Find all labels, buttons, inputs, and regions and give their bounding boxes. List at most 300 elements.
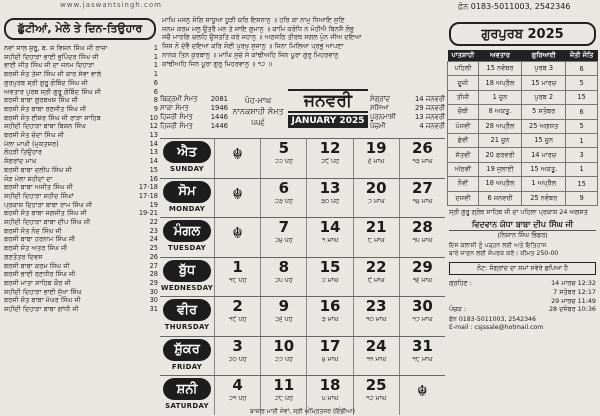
- desi-date: ੨੨ ਪੋਹ: [274, 158, 293, 165]
- day-name-punjabi: ਸੋਮ: [163, 181, 211, 203]
- khanda-icon: ☬: [417, 382, 428, 400]
- eclipse-list: [445, 277, 600, 315]
- event-date: 19: [149, 200, 158, 209]
- date-number: 6: [278, 178, 290, 197]
- date-cell: [214, 139, 260, 178]
- date-number: 5: [278, 139, 290, 157]
- month-name-english: JANUARY 2025: [288, 115, 368, 128]
- event-date: 1: [153, 52, 158, 61]
- event-title: ਨਵਾਂ ਸਾਲ ਸ਼ੁਰੂ, ਬ. ਸ਼ ਵਿਸ਼ਨ ਸਿੰਘ ਜੀ ਰਾਜ਼ਾ: [4, 44, 108, 52]
- gurpurab-cell: 1 ਅਪ੍ਰੈਲ: [522, 177, 566, 191]
- day-name-english: TUESDAY: [168, 244, 207, 252]
- gurpurab-cell: 15: [566, 177, 598, 191]
- event-item: [4, 227, 158, 236]
- gurpurab-cell: 21 ਜੂਨ: [478, 133, 522, 147]
- date-cell: [353, 337, 399, 376]
- gurpurab-cell: 15 ਅਕਤੂ.: [522, 162, 566, 176]
- event-title: ਬਰਸੀ ਸੰਤ ਨੰਦ ਸਿੰਘ ਜੀ: [4, 226, 62, 235]
- desi-date: ੧੩ ਮਾਘ: [412, 158, 433, 165]
- date-cell: [353, 218, 399, 257]
- event-title: ਬਰਸੀ ਮਾਤਾ ਸਾਹਿਬ ਕੌਰ ਜੀ: [4, 278, 71, 287]
- event-date: 14: [149, 157, 158, 166]
- date-cell: [399, 337, 445, 376]
- gurpurab-cell: 20 ਫਰਵਰੀ: [478, 148, 522, 162]
- lunar-name: ਸੰਗ੍ਰਾਂਦ: [370, 95, 390, 103]
- date-cell: [260, 297, 306, 336]
- gurpurab-title: ਗੁਰਪੁਰਬ 2025: [449, 22, 596, 46]
- verse-line: ਕਾਂਢੀਅਹਿ ਜਿਨ ਪੂਰਾ ਗੁਰੁ ਮਿਹਰਵਾਨੁ ॥ ੧੨ ॥: [162, 59, 272, 68]
- month-punjabi-block: [228, 95, 288, 128]
- gurpurab-cell: 5: [566, 119, 598, 133]
- gurpurab-table: [447, 50, 598, 206]
- lunar-name: ਪੂਰਨਮਾਸ਼ੀ: [370, 113, 396, 121]
- lunar-name: ਮੱਸਿਆ: [370, 104, 389, 112]
- verse-line: ਮਾਘਿ ਮਜਨੁ ਸੰਗਿ ਸਾਧੂਆ ਧੂੜੀ ਕਰਿ ਇਸਨਾਨੁ ॥ ਹਰਿ ਕਾ ਨਾਮੁ ਧਿਆਇ ਸੁਣਿ: [162, 16, 345, 24]
- event-item: [4, 96, 158, 105]
- samvat-year: 1446: [210, 122, 228, 130]
- desi-date: ੧੮ ਪੋਹ: [228, 276, 247, 284]
- gurpurab-cell: ਸੱਤਵੀਂ: [448, 148, 479, 162]
- gurpurab-cell: 25 ਨਵੰਬਰ: [522, 191, 566, 205]
- date-number: 9: [278, 297, 290, 315]
- event-date: 24: [149, 235, 158, 244]
- date-cell: [399, 179, 445, 218]
- gurpurab-cell: 9: [566, 191, 598, 205]
- eclipse-date: 14 ਮਾਰਚ 12:32: [551, 279, 596, 288]
- date-cell: [306, 297, 352, 336]
- event-date: 6: [153, 87, 158, 96]
- event-title: ਬਰਸੀ ਸੰਤ ਬਾਬਾ ਜਗਜੀਤ ਸਿੰਘ ਜੀ: [4, 209, 87, 218]
- event-date: 10: [149, 113, 158, 122]
- event-item: [4, 70, 158, 79]
- gurpurab-cell: 15 ਜੂਨ: [522, 133, 566, 147]
- verse-line: ਜਿਸ ਨੋ ਦੇਵੈ ਦਇਆ ਕਰਿ ਸੋਈ ਪੁਰਖੁ ਸੁਜਾਨੁ ॥ ਜਿਨਾ ਮਿਲਿਆ ਪ੍ਰਭੁ ਆਪਣਾ: [162, 42, 344, 51]
- desi-date: ੧੬ ਮਾਘ: [412, 276, 432, 284]
- date-number: 29: [411, 257, 433, 276]
- event-item: [4, 105, 158, 114]
- gurpurab-cell: 28 ਅਪ੍ਰੈਲ: [478, 119, 522, 133]
- event-title: ਭਾਈ ਜੀਤ ਸਿੰਘ ਜੀ ਦਾ ਜਨਮ ਦਿਹਾੜਾ: [4, 61, 95, 70]
- samvat-row: [160, 122, 228, 131]
- samvat-name: ਹਿਜਰੀ ਸੰਮਤ: [160, 122, 193, 130]
- event-item: [4, 79, 158, 88]
- date-number: 12: [319, 139, 341, 157]
- week-day-row: [160, 217, 445, 257]
- date-cell: [353, 179, 399, 218]
- event-title: ਸ਼ਹੀਦੀ ਦਿਹਾੜਾ ਸ਼ਹੀਦ ਸਿੰਘਾਂ: [4, 191, 74, 200]
- samvat-row: [160, 104, 228, 113]
- event-item: [4, 262, 158, 271]
- gurpurab-cell: ਪਹਿਲੀ: [448, 62, 479, 76]
- gurpurab-row: [448, 62, 598, 76]
- day-name-english: SATURDAY: [165, 402, 209, 410]
- samvat-name: ਬਿਕ੍ਰਮੀ ਸੰਮਤ: [160, 95, 198, 103]
- gurpurab-col-header: ਅਵਤਾਰ: [478, 50, 522, 62]
- desi-date: ੨੧ ਪੋਹ: [228, 395, 247, 402]
- date-cell: [260, 179, 306, 218]
- desi-date: ੨ ਮਾਘ: [321, 276, 339, 284]
- day-label: [160, 218, 214, 257]
- date-number: 30: [411, 297, 433, 315]
- date-number: 22: [365, 257, 387, 276]
- event-date: 15: [149, 165, 158, 174]
- gurpurab-cell: 6 ਜਨਵਰੀ: [478, 191, 522, 205]
- eclipse-date: 29 ਮਾਰਚ 11:49: [551, 296, 596, 305]
- gurpurab-cell: 15 ਨਵੰਬਰ: [478, 62, 522, 76]
- eclipse-row: [449, 305, 596, 314]
- gurpurab-cell: 14 ਮਾਰਚ: [522, 148, 566, 162]
- date-number: 15: [319, 257, 341, 276]
- event-title: ਬਰਸੀ ਬਾਬਾ ਗੁਰਬਖਸ਼ ਸਿੰਘ ਜੀ: [4, 96, 79, 105]
- gurpurab-cell: ਪੁਰਬ 2: [522, 90, 566, 104]
- event-item: [4, 192, 158, 201]
- gurpurab-row: [448, 105, 598, 119]
- desi-date: ੧੭ ਮਾਘ: [412, 316, 433, 323]
- event-title: ਬਰਸੀ ਸੰਤ ਚੰਦਾ ਸਿੰਘ ਜੀ: [4, 131, 64, 140]
- day-label: [160, 297, 214, 336]
- event-item: [4, 201, 158, 210]
- month-header: [160, 89, 445, 137]
- event-item: [4, 305, 158, 314]
- day-name-punjabi: ਵੀਰ: [163, 299, 211, 321]
- event-date: 31: [149, 305, 158, 314]
- gurpurab-row: [448, 133, 598, 147]
- desi-date: ੧੧ ਮਾਘ: [366, 355, 386, 363]
- date-cell: [260, 139, 306, 178]
- day-label: [160, 337, 214, 376]
- event-date: 12: [149, 122, 158, 131]
- desi-date: ੪ ਮਾਘ: [321, 355, 339, 363]
- day-name-english: MONDAY: [168, 204, 206, 213]
- event-item: [4, 279, 158, 288]
- gurpurab-cell: ਨੌਵੀਂ: [448, 177, 479, 191]
- day-name-english: WEDNESDAY: [160, 283, 214, 292]
- calendar-grid: [160, 138, 445, 415]
- event-title: ਪ੍ਰਕਾਸ਼ ਦਿਹਾੜਾ ਬਾਬਾ ਰਾਮ ਸਿੰਘ ਜੀ: [4, 200, 93, 209]
- desi-date: ੨੯ ਪੋਹ: [321, 158, 339, 165]
- gurpurab-row: [448, 162, 598, 176]
- date-number: 18: [319, 376, 341, 394]
- date-cell: [214, 218, 260, 257]
- event-date: 26: [149, 252, 158, 261]
- month-pair: ਪੋਹ-ਮਾਘ: [244, 96, 272, 105]
- book-line: ਇਸ ਕਲਾਸੀ ਨੂੰ ਪੜ੍ਹਨ ਲਈ ਅਤੇ ਇਤਿਹਾਸ: [449, 242, 547, 250]
- date-number: 23: [365, 297, 387, 315]
- gurpurab-cell: ਪੁਰਬ 3: [522, 62, 566, 76]
- gurpurab-row: [448, 177, 598, 191]
- date-cell: [399, 258, 445, 297]
- event-date: 25: [149, 244, 158, 253]
- event-date: 13: [149, 148, 158, 157]
- date-cell: [353, 139, 399, 178]
- date-number: 10: [273, 336, 295, 355]
- samvat-year: 2081: [210, 95, 228, 103]
- date-cell: [399, 218, 445, 257]
- day-name-punjabi: ਮੰਗਲ: [163, 220, 211, 242]
- desi-date: ੫ ਮਾਘ: [321, 395, 339, 402]
- samvat-row: [160, 95, 228, 104]
- month-title: [288, 89, 368, 128]
- date-cell: [399, 139, 445, 178]
- event-item: [4, 114, 158, 123]
- gurpurab-cell: ਅੱਠਵੀਂ: [448, 162, 479, 176]
- desi-date: ੨੮ ਪੋਹ: [274, 395, 293, 402]
- samvat-year: 1446: [210, 113, 228, 121]
- gurpurab-col-header: ਗੁਰਿਆਈ: [522, 50, 566, 62]
- desi-date: ੨੬ ਪੋਹ: [275, 316, 293, 323]
- samvat-name: ਸਾਕਾ ਸੰਮਤ: [160, 104, 189, 112]
- event-date: 17-18: [138, 183, 158, 192]
- desi-date: ੧੫ ਮਾਘ: [412, 237, 433, 244]
- event-date: 30: [149, 296, 158, 305]
- gurpurab-cell: 18 ਅਪ੍ਰੈਲ: [478, 76, 522, 90]
- event-item: [4, 131, 158, 140]
- desi-date: ੨੫ ਪੋਹ: [275, 276, 293, 284]
- khanda-icon: ☬: [232, 184, 243, 203]
- gurpurab-cell: ਚੌਥੀ: [448, 105, 479, 119]
- event-date: 1: [153, 61, 158, 70]
- event-item: [4, 157, 158, 166]
- lunar-row: [370, 113, 445, 122]
- lunar-date: 13 ਜਨਵਰੀ: [414, 113, 445, 121]
- event-date: 28: [149, 270, 158, 279]
- desi-date: ੭ ਮਾਘ: [367, 197, 385, 205]
- event-date: 22: [149, 218, 158, 227]
- date-cell: [306, 179, 352, 218]
- khanda-icon: ☬: [232, 145, 243, 163]
- date-cell: [306, 258, 352, 297]
- event-date: 1: [153, 44, 158, 52]
- eclipse-row: [449, 279, 596, 288]
- khanda-icon: ☬: [232, 224, 243, 242]
- date-number: 28: [411, 218, 433, 236]
- top-phone: ਫ਼ੋਨ 0183-5011003, 2542346: [458, 2, 571, 11]
- date-number: 25: [365, 376, 387, 394]
- day-name-punjabi: ਸ਼ਨੀ: [163, 378, 211, 400]
- event-item: [4, 44, 158, 53]
- week-day-row: [160, 178, 445, 218]
- contact-line: ਫੋਨ 0183-5011003, 2542346: [449, 315, 536, 323]
- event-title: ਬਰਸੀ ਬਾਬਾ ਕਰਮ ਸਿੰਘ ਜੀ: [4, 261, 70, 270]
- date-cell: [260, 218, 306, 257]
- date-number: 21: [365, 218, 387, 236]
- lunar-row: [370, 95, 445, 104]
- date-number: 13: [319, 178, 341, 197]
- book-title: ਵਿਦਵਾਨ ਯੋਧਾ ਬਾਬਾ ਦੀਪ ਸਿੰਘ ਜੀ: [449, 220, 596, 231]
- prakash-note: ਸ੍ਰੀ ਗੁਰੂ ਗ੍ਰੰਥ ਸਾਹਿਬ ਜੀ ਦਾ ਪਹਿਲਾ ਪ੍ਰਕਾਸ਼ 24 ਅਗਸਤ: [449, 207, 588, 216]
- event-date: 19-21: [138, 209, 158, 218]
- date-cell: [214, 297, 260, 336]
- gurpurab-cell: 18 ਅਪ੍ਰੈਲ: [478, 177, 522, 191]
- week-day-row: [160, 257, 445, 297]
- lunar-date: 29 ਜਨਵਰੀ: [414, 104, 445, 112]
- desi-date: ੧੪ ਮਾਘ: [412, 197, 433, 205]
- event-item: [4, 209, 158, 218]
- lunar-row: [370, 104, 445, 113]
- event-title: ਸ਼ਹੀਦੀ ਦਿਹਾੜਾ ਭਾਈ ਸੁੱਖਾ ਸਿੰਘ: [4, 287, 82, 296]
- book-line: ਬਾਰੇ ਜਾਣਨ ਲਈ ਸੰਪਰਕ ਕਰੋ। ਕੀਮਤ 250-00: [449, 250, 559, 258]
- gurpurab-col-header: ਪਾਤਸ਼ਾਹੀ: [448, 50, 479, 62]
- day-name-punjabi: ਐਤ: [163, 141, 211, 163]
- day-name-punjabi: ਸ਼ੁੱਕਰ: [163, 339, 211, 361]
- gurpurab-cell: 15: [566, 90, 598, 104]
- week-day-row: [160, 296, 445, 336]
- date-number: 2: [232, 297, 243, 315]
- event-item: [4, 253, 158, 262]
- gurpurab-cell: 19 ਜੁਲਾਈ: [478, 162, 522, 176]
- event-title: ਬਰਸੀ ਸੰਤ ਈਸ਼ਰ ਸਿੰਘ ਜੀ ਰਾੜਾ ਸਾਹਿਬ: [4, 113, 101, 122]
- gurpurab-cell: 3: [566, 148, 598, 162]
- event-title: ਸ਼ਹੀਦੀ ਦਿਹਾੜਾ ਭਾਈ ਭੁਪਿੰਦਰ ਸਿੰਘ ਜੀ: [4, 52, 99, 61]
- event-item: [4, 88, 158, 97]
- eclipse-date: 28 ਦਸੰਬਰ 10:36: [548, 305, 596, 314]
- event-item: [4, 53, 158, 62]
- holidays-column: [0, 12, 160, 416]
- desi-date: ੩ ਮਾਘ: [321, 316, 339, 323]
- event-item: [4, 288, 158, 297]
- date-number: 19: [365, 139, 387, 157]
- gurpurab-cell: ਤੀਜੀ: [448, 90, 479, 104]
- date-cell: [306, 337, 352, 376]
- week-day-row: [160, 336, 445, 376]
- date-number: 3: [232, 336, 243, 355]
- desi-date: ੧੯ ਪੋਹ: [228, 316, 247, 323]
- desi-date: ੨੪ ਪੋਹ: [275, 237, 293, 244]
- date-cell: [260, 258, 306, 297]
- desi-date: ੮ ਮਾਘ: [367, 237, 385, 244]
- lunar-dates: [370, 95, 445, 131]
- samvat-row: [160, 113, 228, 122]
- date-cell: [214, 258, 260, 297]
- event-title: ਅਵਤਾਰ ਪੁਰਬ ਸ੍ਰੀ ਗੁਰੂ ਗੋਬਿੰਦ ਸਿੰਘ ਜੀ: [4, 87, 102, 96]
- date-cell: [214, 337, 260, 376]
- day-name-english: SUNDAY: [170, 165, 205, 173]
- day-name-english: FRIDAY: [171, 362, 203, 371]
- barah-maha-verse: [160, 12, 445, 89]
- samvat-year: 1946: [210, 104, 228, 112]
- event-title: ਸ਼ਹੀਦੀ ਦਿਹਾੜਾ ਬਾਬਾ ਗਾਂਧੀ ਜੀ: [4, 305, 79, 314]
- event-title: ਲੋਹੜੀ ਤਿਉਹਾਰ: [4, 148, 43, 157]
- website-text: www.jaswantsingh.com: [60, 1, 162, 9]
- date-number: 26: [411, 139, 433, 157]
- eclipse-row: [449, 288, 596, 297]
- contact-info: [445, 316, 600, 332]
- event-item: [4, 244, 158, 253]
- nanakshahi-label: ਨਾਨਕਸ਼ਾਹੀ ਸੰਮਤ: [232, 107, 284, 116]
- desi-date: ੧੦ ਮਾਘ: [366, 316, 387, 323]
- event-item: [4, 166, 158, 175]
- date-number: 27: [411, 178, 433, 197]
- date-number: 14: [319, 218, 341, 236]
- date-cell: [306, 218, 352, 257]
- desi-date: ੧੨ ਮਾਘ: [366, 395, 387, 402]
- samvat-name: ਹਿਜਰੀ ਸੰਮਤ: [160, 113, 193, 121]
- event-title: ਬਰਸੀ ਸੰਤ ਬਾਬਾ ਮੱਘਰ ਸਿੰਘ ਜੀ: [4, 296, 81, 305]
- day-label: [160, 179, 214, 218]
- lunar-date: 4 ਜਨਵਰੀ: [419, 122, 445, 130]
- verse-line: ਜਨਮ ਕਰਮ ਮਲੁ ਉਤਰੈ ਮਨ ਤੇ ਜਾਇ ਗੁਮਾਨੁ ॥ ਕਾਮਿ ਕਰੋਧਿ ਨ ਮੋਹੀਐ ਬਿਨਸੈ ਲੋਭੁ: [162, 24, 354, 33]
- event-item: [4, 61, 158, 70]
- lunar-date: 14 ਜਨਵਰੀ: [414, 95, 445, 103]
- event-date: 13: [149, 131, 158, 140]
- contact-line: E-mail : csjssale@hotmail.com: [449, 323, 544, 331]
- gurpurab-col-header: ਜੋਤੀ ਜੋਤਿ: [566, 50, 598, 62]
- book-author: (ਨਿਸ਼ਾਨ ਸਿੰਘ ਭਿੰਡਰ): [497, 231, 548, 240]
- event-title: ਮੇਲਾ ਮਾਘੀ (ਮੁਕਤਸਰ): [4, 139, 59, 148]
- day-name-punjabi: ਬੁੱਧ: [163, 260, 211, 282]
- event-title: ਗਣਤੰਤਰ ਦਿਵਸ: [4, 252, 43, 261]
- event-item: [4, 235, 158, 244]
- gurpurab-cell: ਪੰਜਵੀਂ: [448, 119, 479, 133]
- desi-date: ੨੩ ਪੋਹ: [274, 197, 293, 205]
- event-title: ਸੰਗਰਾਂਦ ਮਾਘ: [4, 157, 37, 166]
- eclipse-date: 7 ਸਤੰਬਰ 12:17: [553, 288, 596, 296]
- event-item: [4, 140, 158, 149]
- nanakshahi-year: ੫੫੬: [251, 118, 265, 127]
- event-title: ਜੋੜ ਮੇਲਾ ਸ਼ਹੀਦਾਂ ਦਾ: [4, 174, 53, 183]
- gurpurab-cell: 5 ਸਤੰਬਰ: [522, 105, 566, 119]
- gurpurab-cell: 1: [566, 133, 598, 147]
- gurpurab-cell: 1 ਜੂਨ: [478, 90, 522, 104]
- desi-date: ੨੭ ਪੋਹ: [274, 355, 293, 363]
- gurpurab-header-row: [448, 50, 598, 62]
- event-item: [4, 296, 158, 305]
- date-number: 17: [319, 336, 341, 355]
- gurpurab-cell: 25 ਅਗਸਤ: [522, 119, 566, 133]
- event-date: 17-18: [138, 191, 158, 200]
- event-title: ਬਰਸੀ ਬਾਬਾ ਹਰਨਾਮ ਸਿੰਘ ਜੀ: [4, 235, 76, 244]
- date-number: 31: [411, 336, 433, 355]
- gurpurab-cell: ਛੇਵੀਂ: [448, 133, 479, 147]
- gurpurab-row: [448, 76, 598, 90]
- event-date: 6: [153, 78, 158, 87]
- day-label: [160, 139, 214, 178]
- event-title: ਗੁਰਪੁਰਬ ਸ਼੍ਰੀ ਗੁਰੂ ਗੋਬਿੰਦ ਸਿੰਘ ਜੀ: [4, 78, 88, 87]
- date-number: 8: [278, 257, 290, 276]
- desi-date: ੬ ਮਾਘ: [368, 158, 385, 165]
- week-day-row: [160, 138, 445, 178]
- gurpurab-cell: 1: [566, 162, 598, 176]
- date-cell: [399, 297, 445, 336]
- date-number: 16: [319, 297, 341, 315]
- desi-date: ੨੦ ਪੋਹ: [228, 355, 247, 363]
- event-title: ਸ਼ਹੀਦੀ ਦਿਹਾੜਾ ਬਾਬਾ ਬਿਸ਼ਨ ਸਿੰਘ: [4, 122, 86, 131]
- event-title: ਸ਼ਹੀਦੀ ਦਿਹਾੜਾ ਬਾਬਾ ਦੀਪ ਸਿੰਘ ਜੀ: [4, 218, 91, 227]
- event-title: ਬਰਸੀ ਸੰਤ ਅਤਰ ਸਿੰਘ ਜੀ: [4, 244, 68, 253]
- date-number: 24: [365, 336, 387, 355]
- gurpurab-cell: ਦਸਵੀਂ: [448, 191, 479, 205]
- event-date: 14: [149, 139, 158, 148]
- date-cell: [260, 337, 306, 376]
- events-list: [0, 44, 160, 314]
- verse-line: ਨਾਨਕ ਤਿਨ ਕੁਰਬਾਨੁ ॥ ਮਾਘਿ ਸੁਚੇ ਸੇ ਕਾਂਢੀਅਹਿ ਜਿਨ ਪੂਰਾ ਗੁਰੁ ਮਿਹਰਵਾਨੁ: [162, 50, 339, 59]
- gurpurab-cell: 6: [566, 105, 598, 119]
- date-number: 4: [232, 376, 243, 394]
- event-date: 30: [149, 287, 158, 296]
- holidays-title: ਛੁੱਟੀਆਂ, ਮੇਲੇ ਤੇ ਦਿਨ-ਤਿਉਹਾਰ: [4, 18, 156, 40]
- event-item: [4, 270, 158, 279]
- date-cell: [306, 139, 352, 178]
- date-number: 20: [365, 178, 387, 197]
- book-description: [445, 240, 600, 260]
- lunar-name: ਪੰਚਮੀ: [370, 122, 386, 130]
- gurpurab-row: [448, 191, 598, 205]
- day-name-english: THURSDAY: [164, 323, 210, 331]
- gurpurab-column: [445, 12, 600, 416]
- date-number: 7: [278, 218, 290, 236]
- desi-date: ੯ ਮਾਘ: [367, 276, 385, 284]
- day-label: [160, 258, 214, 297]
